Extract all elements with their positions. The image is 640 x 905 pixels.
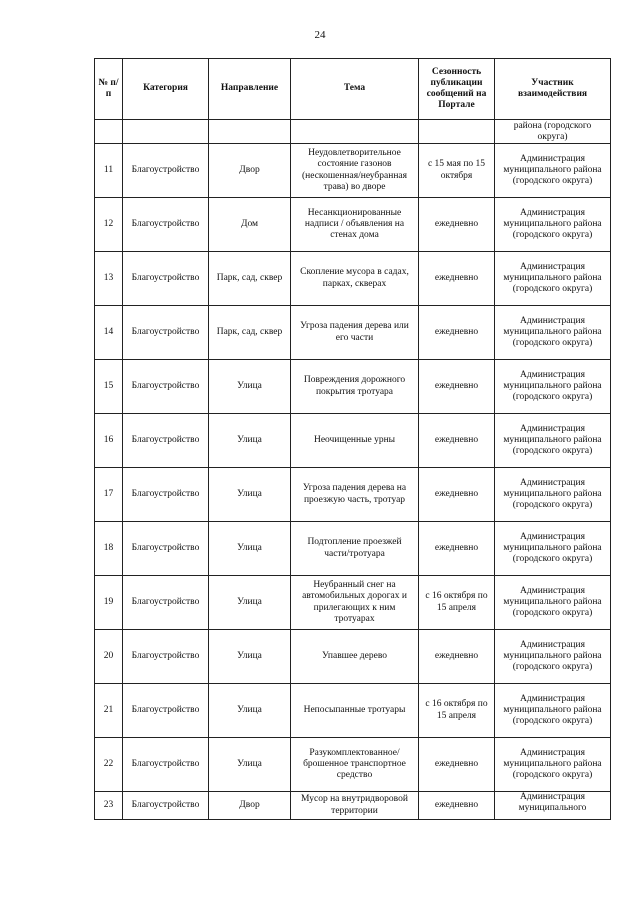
- cell-direction: Двор: [209, 792, 291, 820]
- cell-season: ежедневно: [419, 522, 495, 576]
- cell-topic: Неудовлетворительное состояние газонов (нескошенная/неубранная трава) во дворе: [291, 144, 419, 198]
- table-row: [95, 630, 611, 684]
- table-row: [95, 576, 611, 630]
- table-row: [95, 360, 611, 414]
- cell-topic: Угроза падения дерева или его части: [291, 306, 419, 360]
- cell-category: Благоустройство: [123, 576, 209, 630]
- cell-number: 18: [95, 522, 123, 576]
- table-row: [95, 144, 611, 198]
- cell-participant: Администрация муниципального района (городского округа): [495, 360, 611, 414]
- cell-season: ежедневно: [419, 630, 495, 684]
- cell-category: Благоустройство: [123, 630, 209, 684]
- table-row: [95, 684, 611, 738]
- cell-direction: Улица: [209, 576, 291, 630]
- cell-season: ежедневно: [419, 414, 495, 468]
- header-category: Категория: [123, 59, 209, 120]
- cell-participant: Администрация муниципального района (городского округа): [495, 522, 611, 576]
- cell-number: 23: [95, 792, 123, 820]
- cell-number: 11: [95, 144, 123, 198]
- cell-participant: Администрация муниципального района (городского округа): [495, 252, 611, 306]
- cell-participant: Администрация муниципального района (городского округа): [495, 576, 611, 630]
- header-season: Сезонность публикации сообщений на Портале: [419, 59, 495, 120]
- cell-category: Благоустройство: [123, 360, 209, 414]
- cell-number: 21: [95, 684, 123, 738]
- cell-participant: Администрация муниципального района (городского округа): [495, 306, 611, 360]
- cell-season: с 16 октября по 15 апреля: [419, 684, 495, 738]
- continuation-row: [95, 120, 611, 144]
- cell-topic: Мусор на внутридворовой территории: [291, 792, 419, 820]
- cell-season: ежедневно: [419, 252, 495, 306]
- cell-category: Благоустройство: [123, 306, 209, 360]
- cell-number: 12: [95, 198, 123, 252]
- cell-category: Благоустройство: [123, 198, 209, 252]
- cell-participant: Администрация муниципального района (городского округа): [495, 738, 611, 792]
- table-row: [95, 414, 611, 468]
- cell-season: ежедневно: [419, 468, 495, 522]
- cell-direction: Двор: [209, 144, 291, 198]
- cell-direction: Улица: [209, 360, 291, 414]
- header-participant: Участник взаимодействия: [495, 59, 611, 120]
- cell-season: ежедневно: [419, 792, 495, 820]
- cell-topic: Разукомплектованное/ брошенное транспортное средство: [291, 738, 419, 792]
- cell-topic: Угроза падения дерева на проезжую часть, тротуар: [291, 468, 419, 522]
- cell-direction: Дом: [209, 198, 291, 252]
- cell-season: ежедневно: [419, 198, 495, 252]
- cell-topic: Скопление мусора в садах, парках, скверах: [291, 252, 419, 306]
- cell-category: Благоустройство: [123, 684, 209, 738]
- cell-number: 17: [95, 468, 123, 522]
- table-row-partial: [95, 792, 611, 820]
- cell-participant: Администрация муниципального района (городского округа): [495, 198, 611, 252]
- cell-season: с 15 мая по 15 октября: [419, 144, 495, 198]
- cell-participant: Администрация муниципального района (городского округа): [495, 468, 611, 522]
- cell-category: Благоустройство: [123, 738, 209, 792]
- cell-direction: Парк, сад, сквер: [209, 252, 291, 306]
- cell-topic: Неубранный снег на автомобильных дорогах и прилегающих к ним тротуарах: [291, 576, 419, 630]
- cell-category: Благоустройство: [123, 144, 209, 198]
- cell-number: 15: [95, 360, 123, 414]
- cell-direction: Парк, сад, сквер: [209, 306, 291, 360]
- cell-season: ежедневно: [419, 738, 495, 792]
- table-row: [95, 252, 611, 306]
- cell-participant: Администрация муниципального района (городского округа): [495, 630, 611, 684]
- cell-category: Благоустройство: [123, 522, 209, 576]
- cell-direction: Улица: [209, 738, 291, 792]
- table-row: [95, 468, 611, 522]
- cell-topic: Подтопление проезжей части/тротуара: [291, 522, 419, 576]
- cell-number: 19: [95, 576, 123, 630]
- cell-topic: Упавшее дерево: [291, 630, 419, 684]
- cell-topic: Неочищенные урны: [291, 414, 419, 468]
- cell-topic: Повреждения дорожного покрытия тротуара: [291, 360, 419, 414]
- continuation-participant: района (городского округа): [495, 120, 611, 144]
- cell-direction: Улица: [209, 522, 291, 576]
- cell-season: ежедневно: [419, 306, 495, 360]
- cell-category: Благоустройство: [123, 414, 209, 468]
- cell-season: ежедневно: [419, 360, 495, 414]
- header-topic: Тема: [291, 59, 419, 120]
- cell-participant: Администрация муниципального: [495, 792, 611, 820]
- table-row: [95, 306, 611, 360]
- table-header-row: [95, 59, 611, 120]
- cell-direction: Улица: [209, 684, 291, 738]
- cell-participant: Администрация муниципального района (городского округа): [495, 414, 611, 468]
- cell-direction: Улица: [209, 414, 291, 468]
- header-number: № п/п: [95, 59, 123, 120]
- cell-number: 13: [95, 252, 123, 306]
- page-number: 24: [314, 29, 326, 41]
- cell-direction: Улица: [209, 630, 291, 684]
- issues-table: [94, 58, 611, 820]
- cell-number: 22: [95, 738, 123, 792]
- cell-number: 20: [95, 630, 123, 684]
- cell-number: 14: [95, 306, 123, 360]
- cell-participant: Администрация муниципального района (городского округа): [495, 144, 611, 198]
- cell-topic: Непосыпанные тротуары: [291, 684, 419, 738]
- table-row: [95, 522, 611, 576]
- cell-category: Благоустройство: [123, 252, 209, 306]
- cell-season: с 16 октября по 15 апреля: [419, 576, 495, 630]
- cell-category: Благоустройство: [123, 792, 209, 820]
- cell-direction: Улица: [209, 468, 291, 522]
- cell-topic: Несанкционированные надписи / объявления на стенах дома: [291, 198, 419, 252]
- cell-number: 16: [95, 414, 123, 468]
- cell-category: Благоустройство: [123, 468, 209, 522]
- table-row: [95, 738, 611, 792]
- cell-participant: Администрация муниципального района (городского округа): [495, 684, 611, 738]
- table-row: [95, 198, 611, 252]
- header-direction: Направление: [209, 59, 291, 120]
